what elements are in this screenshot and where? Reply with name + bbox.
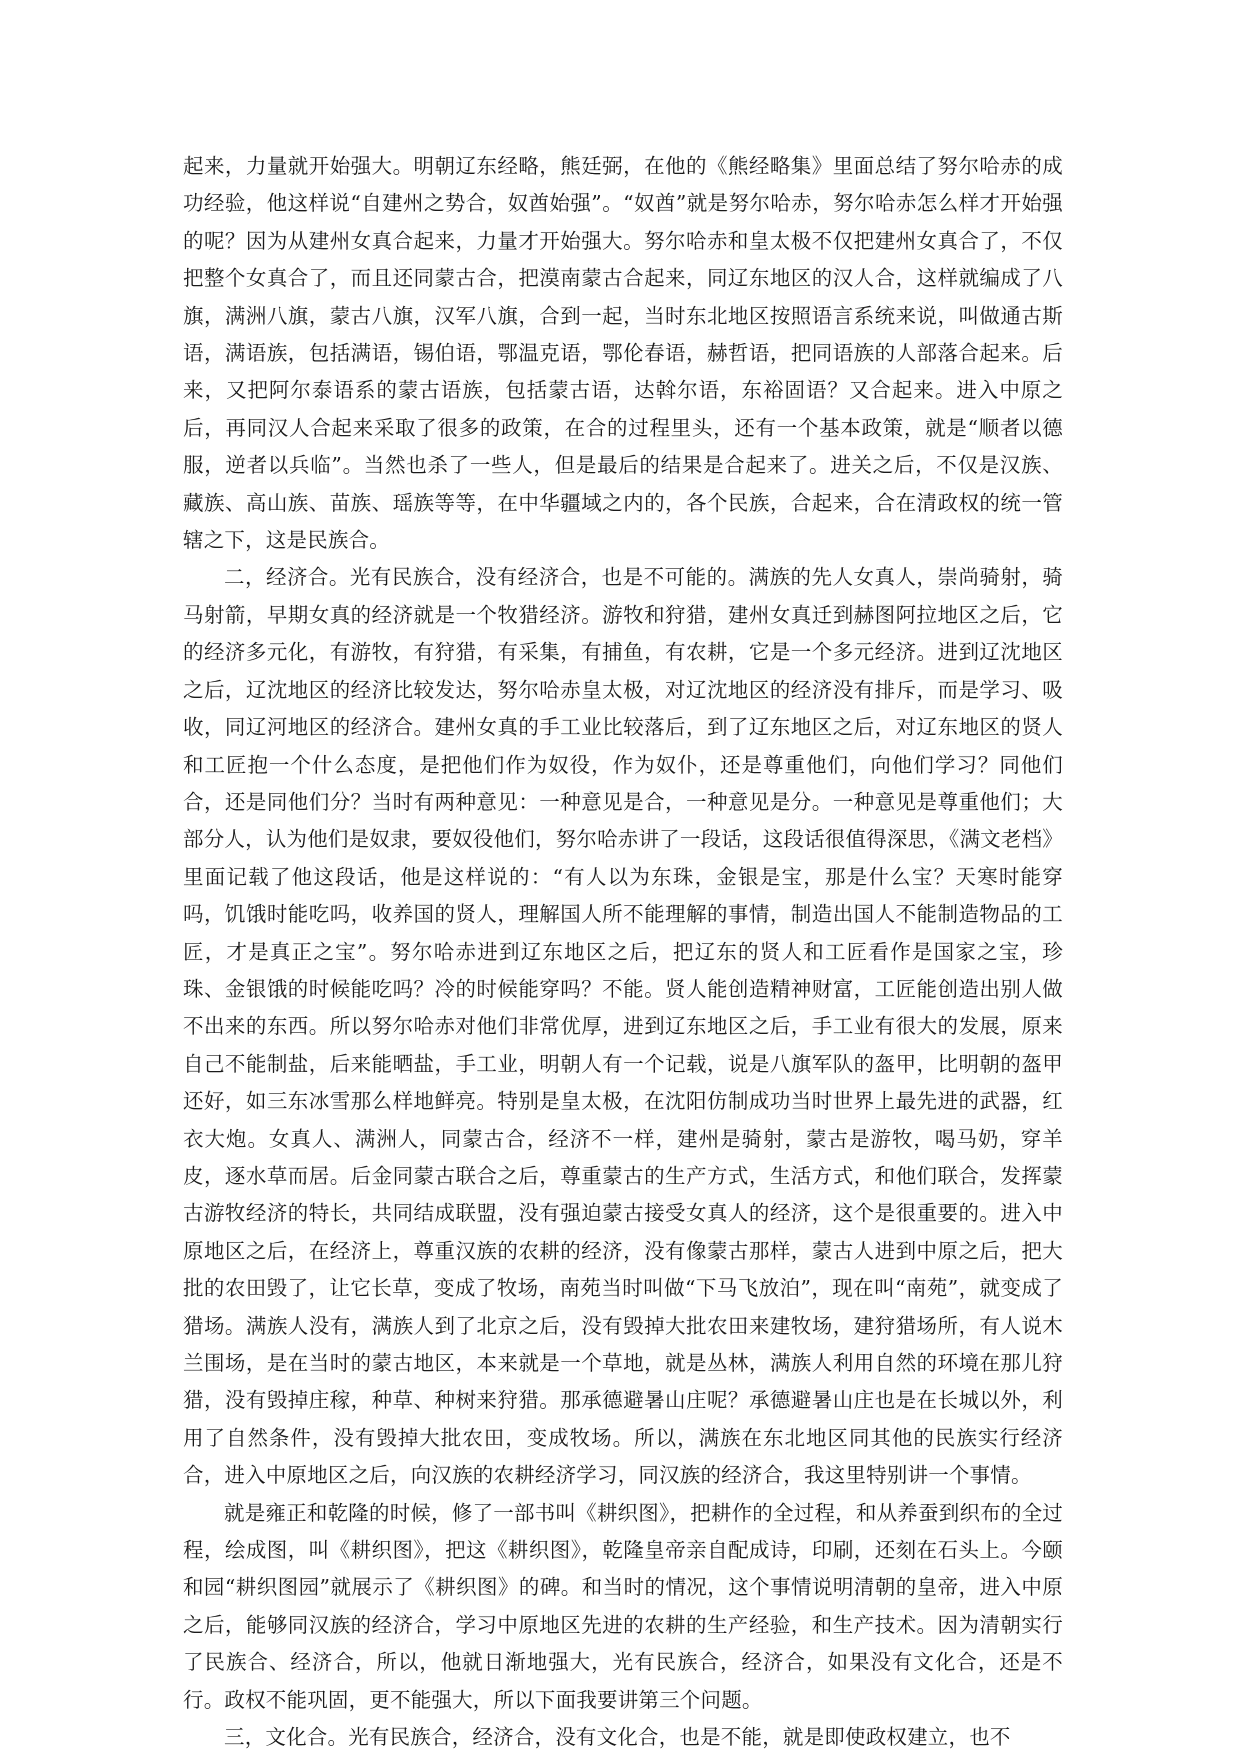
paragraph-gengzhi-tu: 就是雍正和乾隆的时候，修了一部书叫《耕织图》，把耕作的全过程，和从养蚕到织布的全过程，绘成图，叫《耕织图》，把这《耕织图》，乾隆皇帝亲自配成诗，印刷，还刻在石头上。今颐和园“耕织图园”就展示了《耕织图》的碑。和当时的情况，这个事情说明清朝的皇帝，进入中原之后，能够同汉族的经济合，学习中原地区先进的农耕的生产经验，和生产技术。因为清朝实行了民族合、经济合，所以，他就日渐地强大，光有民族合，经济合，如果没有文化合，还是不行。政权不能巩固，更不能强大，所以下面我要讲第三个问题。 [183,1500,1063,1712]
paragraph-ethnic-unity: 起来，力量就开始强大。明朝辽东经略，熊廷弼，在他的《熊经略集》里面总结了努尔哈赤的成功经验，他这样说“自建州之势合，奴酋始强”。“奴酋”就是努尔哈赤，努尔哈赤怎么样才开始强的呢？因为从建州女真合起来，力量才开始强大。努尔哈赤和皇太极不仅把建州女真合了，不仅把整个女真合了，而且还同蒙古合，把漠南蒙古合起来，同辽东地区的汉人合，这样就编成了八旗，满洲八旗，蒙古八旗，汉军八旗，合到一起，当时东北地区按照语言系统来说，叫做通古斯语，满语族，包括满语，锡伯语，鄂温克语，鄂伦春语，赫哲语，把同语族的人部落合起来。后来，又把阿尔泰语系的蒙古语族，包括蒙古语，达斡尔语，东裕固语？又合起来。进入中原之后，再同汉人合起来采取了很多的政策，在合的过程里头，还有一个基本政策，就是“顺者以德服，逆者以兵临”。当然也杀了一些人，但是最后的结果是合起来了。进关之后，不仅是汉族、藏族、高山族、苗族、瑶族等等，在中华疆域之内的，各个民族，合起来，合在清政权的统一管辖之下，这是民族合。 [183,154,1063,553]
document-page [183,148,1063,1756]
paragraph-economic-unity: 二，经济合。光有民族合，没有经济合，也是不可能的。满族的先人女真人，崇尚骑射，骑马射箭，早期女真的经济就是一个牧猎经济。游牧和狩猎，建州女真迁到赫图阿拉地区之后，它的经济多元化，有游牧，有狩猎，有采集，有捕鱼，有农耕，它是一个多元经济。进到辽沈地区之后，辽沈地区的经济比较发达，努尔哈赤皇太极，对辽沈地区的经济没有排斥，而是学习、吸收，同辽河地区的经济合。建州女真的手工业比较落后，到了辽东地区之后，对辽东地区的贤人和工匠抱一个什么态度，是把他们作为奴役，作为奴仆，还是尊重他们，向他们学习？同他们合，还是同他们分？当时有两种意见：一种意见是合，一种意见是分。一种意见是尊重他们；大部分人，认为他们是奴隶，要奴役他们，努尔哈赤讲了一段话，这段话很值得深思，《满文老档》里面记载了他这段话，他是这样说的：“有人以为东珠，金银是宝，那是什么宝？天寒时能穿吗，饥饿时能吃吗，收养国的贤人，理解国人所不能理解的事情，制造出国人不能制造物品的工匠，才是真正之宝”。努尔哈赤进到辽东地区之后，把辽东的贤人和工匠看作是国家之宝，珍珠、金银饿的时候能吃吗？冷的时候能穿吗？不能。贤人能创造精神财富，工匠能创造出别人做不出来的东西。所以努尔哈赤对他们非常优厚，进到辽东地区之后，手工业有很大的发展，原来自己不能制盐，后来能晒盐，手工业，明朝人有一个记载，说是八旗军队的盔甲，比明朝的盔甲还好，如三东冰雪那么样地鲜亮。特别是皇太极，在沈阳仿制成功当时世界上最先进的武器，红衣大炮。女真人、满洲人，同蒙古合，经济不一样，建州是骑射，蒙古是游牧，喝马奶，穿羊皮，逐水草而居。后金同蒙古联合之后，尊重蒙古的生产方式，生活方式，和他们联合，发挥蒙古游牧经济的特长，共同结成联盟，没有强迫蒙古接受女真人的经济，这个是很重要的。进入中原地区之后，在经济上，尊重汉族的农耕的经济，没有像蒙古那样，蒙古人进到中原之后，把大批的农田毁了，让它长草，变成了牧场，南苑当时叫做“下马飞放泊”，现在叫“南苑”，就变成了猎场。满族人没有，满族人到了北京之后，没有毁掉大批农田来建牧场，建狩猎场所，有人说木兰围场，是在当时的蒙古地区，本来就是一个草地，就是丛林，满族人利用自然的环境在那儿狩猎，没有毁掉庄稼，种草、种树来狩猎。那承德避暑山庄呢？承德避暑山庄也是在长城以外，利用了自然条件，没有毁掉大批农田，变成牧场。所以，满族在东北地区同其他的民族实行经济合，进入中原地区之后，向汉族的农耕经济学习，同汉族的经济合，我这里特别讲一个事情。 [183,565,1063,1488]
paragraph-cultural-unity: 三，文化合。光有民族合，经济合，没有文化合，也是不能，就是即使政权建立，也不 [224,1725,1011,1750]
